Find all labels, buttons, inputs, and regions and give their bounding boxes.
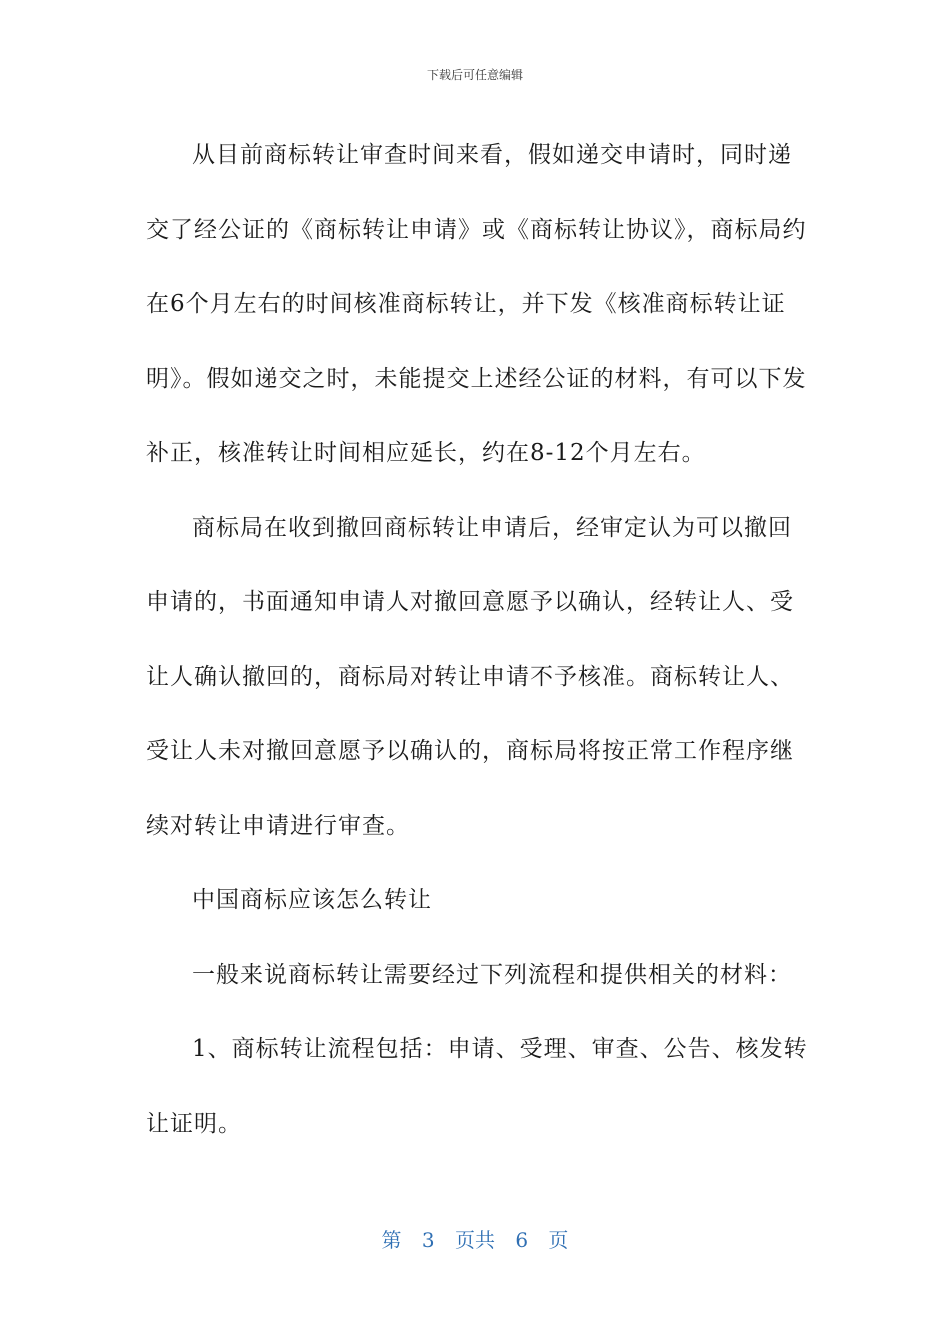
paragraph-withdrawal: 商标局在收到撤回商标转让申请后，经审定认为可以撤回申请的，书面通知申请人对撤回意愿予以确认，经转让人、受让人确认撤回的，商标局对转让申请不予核准。商标转让人、受让人未对撤回意愿予以确认的，商标局将按正常工作程序继续对转让申请进行审查。 <box>146 514 794 839</box>
paragraph-transfer-review-time: 从目前商标转让审查时间来看，假如递交申请时，同时递交了经公证的《商标转让申请》或《商标转让协议》，商标局约在6个月左右的时间核准商标转让，并下发《核准商标转让证明》。假如递交之时，未能提交上述经公证的材料，有可以下发补正，核准转让时间相应延长，约在8-12个月左右。 <box>146 142 807 466</box>
section-heading: 中国商标应该怎么转让 <box>192 887 432 913</box>
document-body <box>146 118 810 1161</box>
page-number: 第 3 页共 6 页 <box>381 1228 569 1252</box>
paragraph-process-step-1: 1、商标转让流程包括：申请、受理、审查、公告、核发转让证明。 <box>146 1036 808 1137</box>
page-header: 下载后可任意编辑 <box>426 68 523 82</box>
paragraph-intro: 一般来说商标转让需要经过下列流程和提供相关的材料： <box>192 961 792 988</box>
